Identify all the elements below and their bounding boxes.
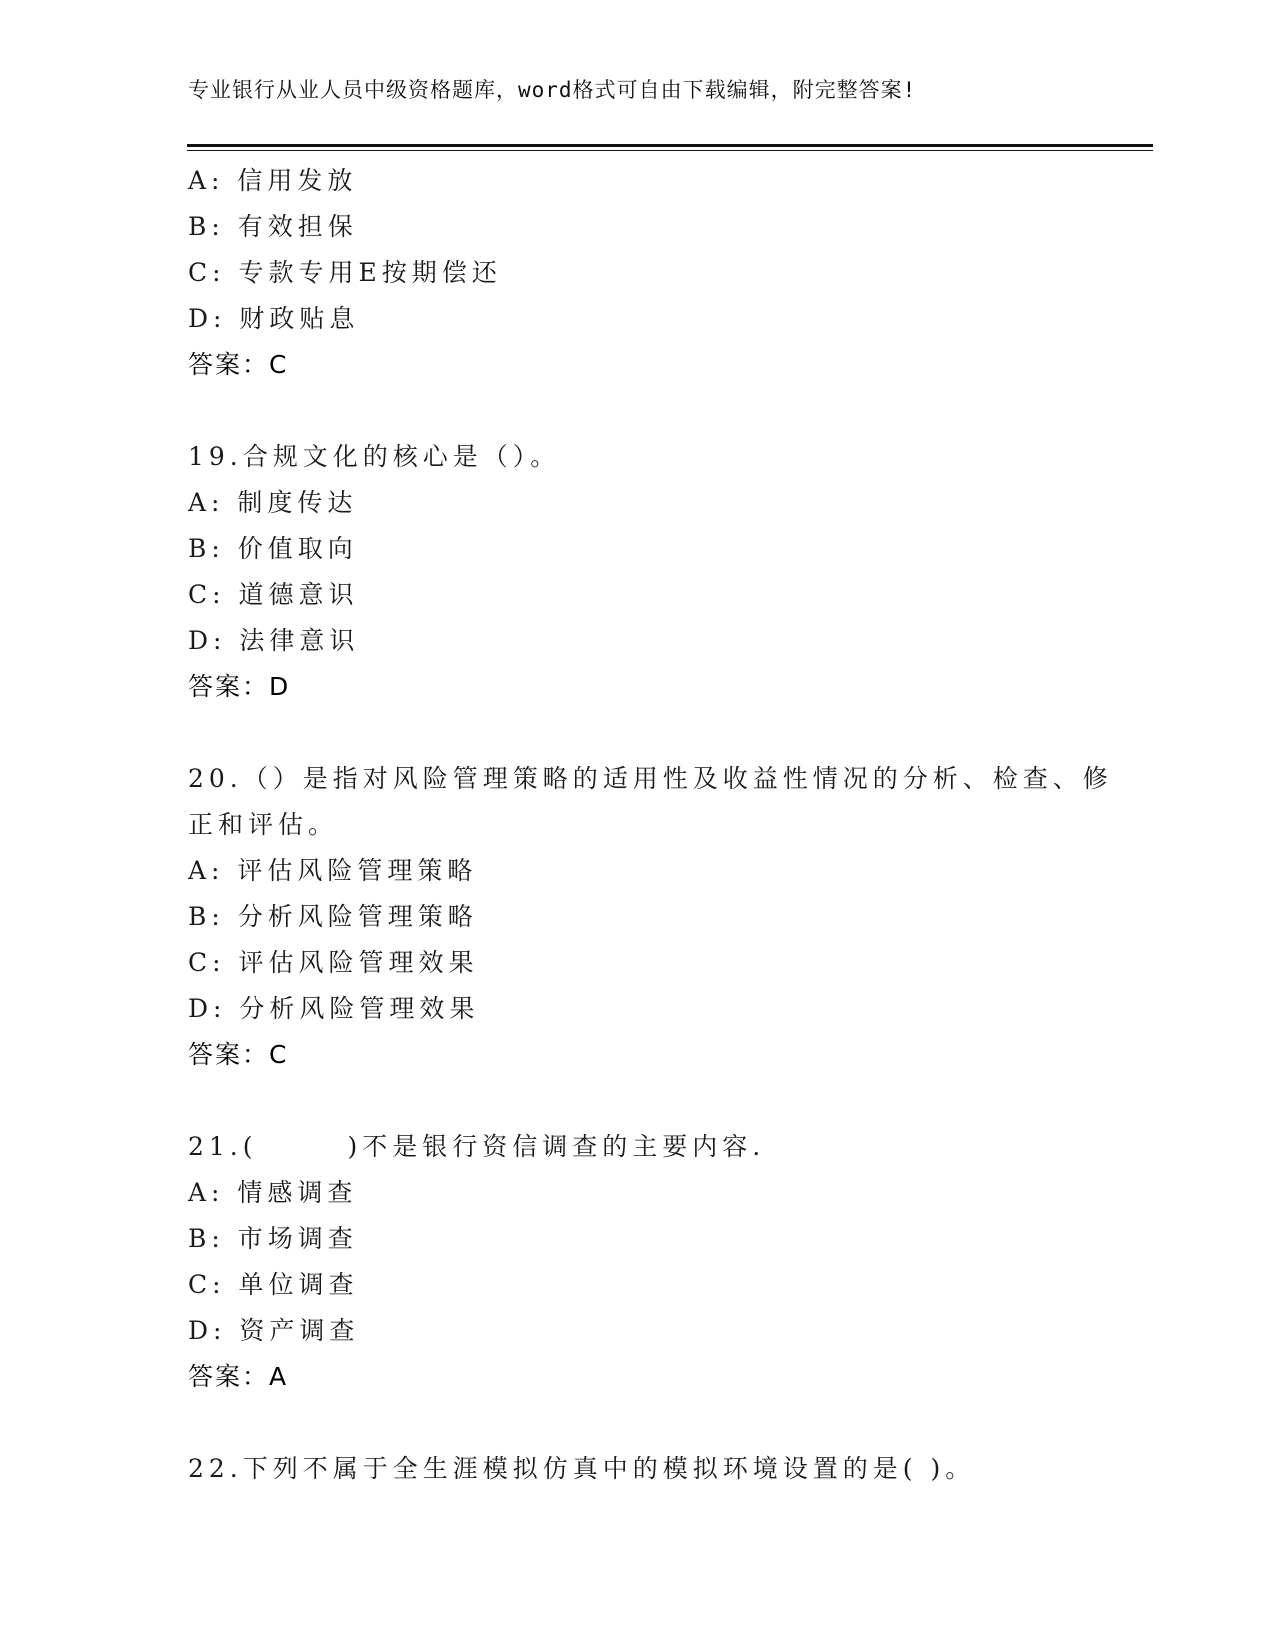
option-d: D: 法律意识: [188, 626, 360, 655]
option-b: B: 有效担保: [188, 212, 358, 241]
option-b: B: 分析风险管理策略: [188, 902, 478, 931]
option-a: A: 制度传达: [188, 488, 358, 517]
answer-line: 答案：D: [188, 672, 291, 701]
question-text: 22.下列不属于全生涯模拟仿真中的模拟环境设置的是( )。: [188, 1454, 976, 1483]
spacer: [188, 710, 1088, 756]
question-block: [188, 756, 1113, 1078]
spacer: [188, 1400, 1088, 1446]
question-block: [188, 1124, 1088, 1400]
question-block: [188, 434, 1088, 710]
answer-line: 答案：C: [188, 350, 289, 379]
option-c: C: 单位调查: [188, 1270, 359, 1299]
page-header: 专业银行从业人员中级资格题库，word格式可自由下载编辑，附完整答案!: [188, 78, 917, 102]
question-text: 20.（）是指对风险管理策略的适用性及收益性情况的分析、检查、修: [188, 764, 1113, 793]
question-text: 19.合规文化的核心是（）。: [188, 442, 561, 471]
header-rule-thin: [187, 150, 1153, 151]
option-d: D: 资产调查: [188, 1316, 360, 1345]
answer-line: 答案：A: [188, 1362, 289, 1391]
option-b: B: 价值取向: [188, 534, 358, 563]
question-text: 21.( )不是银行资信调查的主要内容.: [188, 1132, 766, 1161]
question-text-continued: 正和评估。: [188, 810, 339, 839]
option-b: B: 市场调查: [188, 1224, 358, 1253]
option-a: A: 情感调查: [188, 1178, 358, 1207]
answer-line: 答案：C: [188, 1040, 289, 1069]
option-d: D: 分析风险管理效果: [188, 994, 480, 1023]
header-rule-thick: [187, 144, 1153, 147]
option-c: C: 专款专用E按期偿还: [188, 258, 502, 287]
spacer: [188, 388, 1088, 434]
spacer: [188, 1078, 1088, 1124]
option-c: C: 评估风险管理效果: [188, 948, 479, 977]
option-d: D: 财政贴息: [188, 304, 360, 333]
option-a: A: 评估风险管理策略: [188, 856, 478, 885]
question-block: [188, 1446, 1088, 1492]
question-block: [188, 158, 1088, 388]
option-a: A: 信用发放: [188, 166, 358, 195]
option-c: C: 道德意识: [188, 580, 359, 609]
question-list: [188, 158, 1113, 1492]
